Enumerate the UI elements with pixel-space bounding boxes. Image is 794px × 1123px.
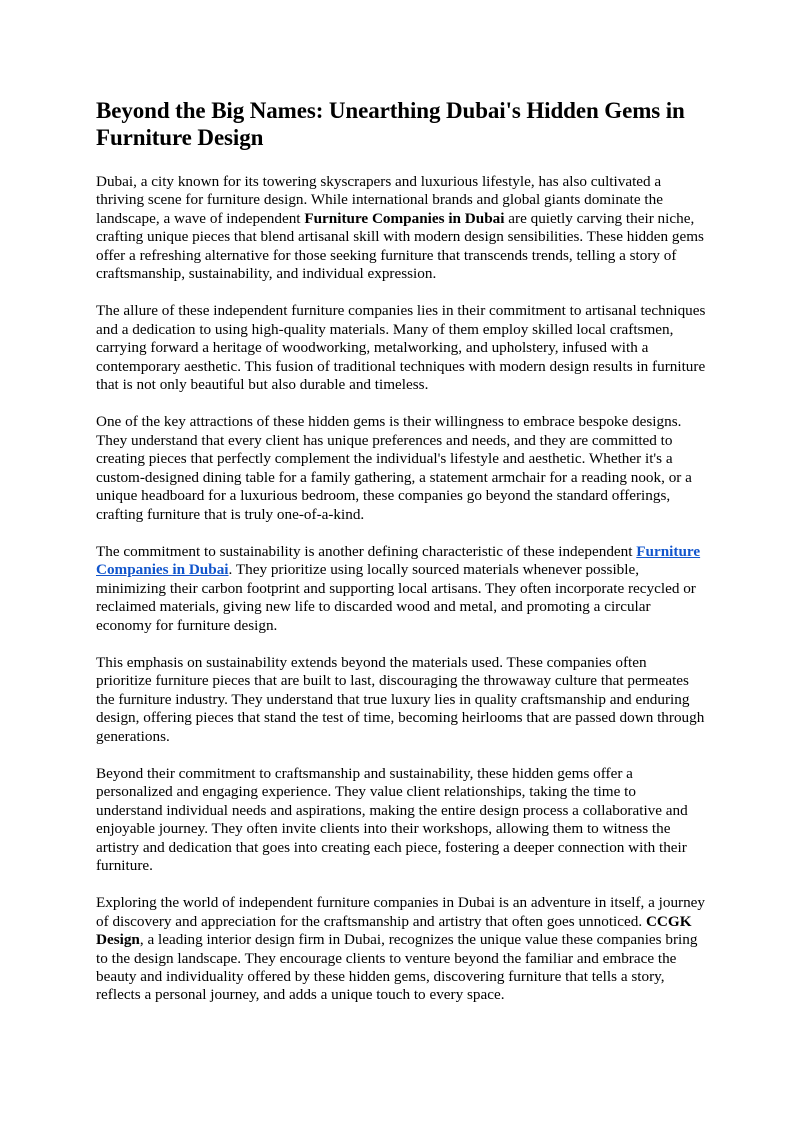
paragraph-intro — [96, 173, 706, 283]
keyword-ccgk-design: CCGK Design — [96, 912, 692, 949]
paragraph-sustainability-text-start: The commitment to sustainability is another defining characteristic of these independent — [96, 542, 637, 560]
page-title: Beyond the Big Names: Unearthing Dubai's Hidden Gems in Furniture Design — [96, 98, 685, 150]
paragraph-experience: Beyond their commitment to craftsmanship and sustainability, these hidden gems offer a personalized and engaging experience. They value client relationships, taking the time to understand individual needs and aspirations, making the entire design process a collaborative and enjoyable journey. They often invite clients into their workshops, allowing them to witness the artistry and dedication that goes into creating each piece, fostering a deeper connection with their furniture. — [96, 764, 688, 874]
paragraph-sustainability-text-end: . They prioritize using locally sourced materials whenever possible, minimizing their carbon footprint and supporting local artisans. They often incorporate recycled or reclaimed materials, giving new life to discarded wood and metal, and promoting a circular economy for furniture design. — [96, 561, 696, 634]
paragraph-intro-text-end: are quietly carving their niche, crafting unique pieces that blend artisanal skill with modern design sensibilities. These hidden gems offer a refreshing alternative for those seeking furniture that transcends trends, telling a story of craftsmanship, sustainability, and individual expression. — [96, 209, 704, 283]
paragraph-sustainability — [96, 543, 706, 635]
document-page — [96, 97, 706, 1024]
paragraph-intro-text-start: Dubai, a city known for its towering skyscrapers and luxurious lifestyle, has also cultivated a thriving scene for furniture design. While international brands and global giants dominate the landscape, a wave of independent — [96, 173, 663, 227]
paragraph-allure: The allure of these independent furniture companies lies in their commitment to artisanal techniques and a dedication to using high-quality materials. Many of them employ skilled local craftsmen, carrying forward a heritage of woodworking, metalworking, and upholstery, infused with a contemporary aesthetic. This fusion of traditional techniques with modern design results in furniture that is not only beautiful but also durable and timeless. — [96, 302, 706, 394]
paragraph-conclusion-text-start: Exploring the world of independent furniture companies in Dubai is an adventure in itself, a journey of discovery and appreciation for the craftsmanship and artistry that often goes unnoticed. — [96, 894, 706, 930]
paragraph-bespoke: One of the key attractions of these hidden gems is their willingness to embrace bespoke designs. They understand that every client has unique preferences and needs, and they are committed to creating pieces that perfectly complement the individual's lifestyle and aesthetic. Whether it's a custom-designed dining table for a family gathering, a statement armchair for a reading nook, or a unique headboard for a luxurious bedroom, these companies go beyond the standard offerings, crafting furniture that is truly one-of-a-kind. — [96, 413, 692, 523]
furniture-companies-link[interactable]: Furniture Companies in Dubai — [96, 542, 701, 579]
paragraph-durability: This emphasis on sustainability extends beyond the materials used. These companies often prioritize furniture pieces that are built to last, discouraging the throwaway culture that permeates the furniture industry. They understand that true luxury lies in quality craftsmanship and enduring design, offering pieces that stand the test of time, becoming heirlooms that are passed down through generations. — [96, 653, 705, 745]
keyword-furniture-companies: Furniture Companies in Dubai — [304, 209, 505, 227]
paragraph-conclusion — [96, 894, 706, 1004]
paragraph-conclusion-text-end: , a leading interior design firm in Dubai, recognizes the unique value these companies bring to the design landscape. They encourage clients to venture beyond the familiar and embrace the beauty and individuality offered by these hidden gems, discovering furniture that tells a story, reflects a personal journey, and adds a unique touch to every space. — [96, 931, 698, 1004]
